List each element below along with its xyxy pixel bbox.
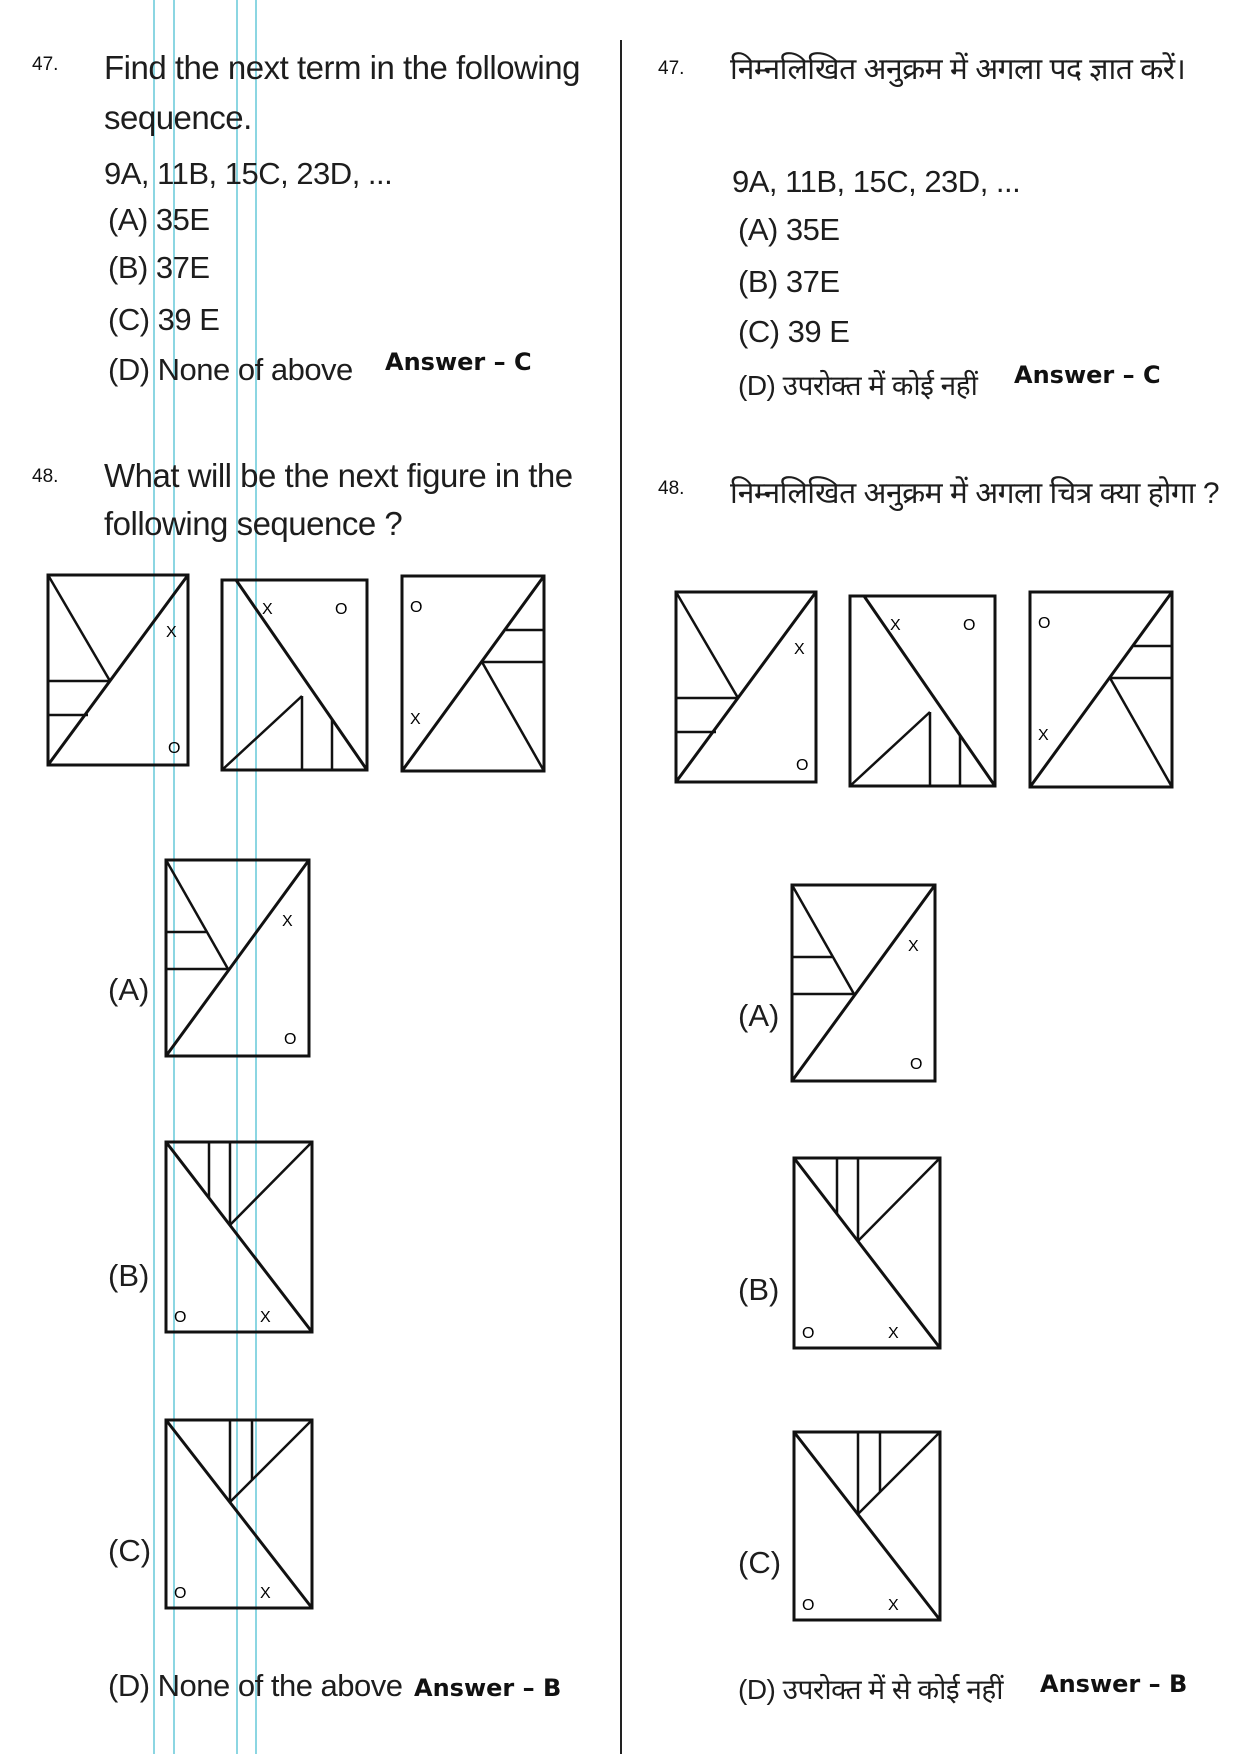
- answer-label: Answer – B: [414, 1674, 562, 1702]
- question-number: 48.: [658, 478, 685, 499]
- question-text: निम्नलिखित अनुक्रम में अगला पद ज्ञात करें।: [730, 53, 1186, 86]
- answer-label: Answer – C: [1014, 361, 1161, 389]
- option-d: (D) None of the above: [108, 1668, 403, 1703]
- option-b-label: (B): [738, 1272, 780, 1307]
- option-d: (D) None of above: [108, 352, 353, 387]
- option-c-figure: [794, 1432, 944, 1624]
- sequence-figure-3: [1030, 592, 1175, 790]
- question-text-line2: following sequence ?: [104, 505, 403, 542]
- option-a-label: (A): [108, 972, 150, 1007]
- question-text: निम्नलिखित अनुक्रम में अगला चित्र क्या होगा ?: [730, 477, 1220, 510]
- question-text-line1: Find the next term in the following: [104, 49, 580, 86]
- sequence-figure-1: [48, 575, 193, 770]
- option-d: (D) उपरोक्त में कोई नहीं: [738, 370, 978, 401]
- option-c-label: (C): [738, 1545, 782, 1580]
- question-text-line1: What will be the next figure in the: [104, 457, 573, 494]
- option-b-figure: [166, 1142, 316, 1336]
- question-number: 47.: [32, 54, 59, 75]
- option-c-label: (C): [108, 1533, 152, 1568]
- sequence-text: 9A, 11B, 15C, 23D, ...: [104, 156, 393, 191]
- option-b: (B) 37E: [738, 264, 840, 299]
- sequence-figure-1: [676, 592, 821, 787]
- sequence-figure-2: [222, 580, 370, 775]
- option-c-figure: [166, 1420, 316, 1612]
- option-a-label: (A): [738, 998, 780, 1033]
- option-b-figure: [794, 1158, 944, 1352]
- column-divider: [620, 40, 622, 1754]
- sequence-text: 9A, 11B, 15C, 23D, ...: [732, 164, 1021, 199]
- option-a: (A) 35E: [108, 202, 210, 237]
- option-b: (B) 37E: [108, 250, 210, 285]
- question-number: 47.: [658, 58, 685, 79]
- question-number: 48.: [32, 466, 59, 487]
- option-d: (D) उपरोक्त में से कोई नहीं: [738, 1674, 1004, 1705]
- option-a-figure: [792, 885, 938, 1085]
- option-c: (C) 39 E: [108, 302, 220, 337]
- sequence-figure-2: [850, 596, 998, 791]
- answer-label: Answer – C: [385, 348, 532, 376]
- option-a: (A) 35E: [738, 212, 840, 247]
- sequence-figure-3: [402, 576, 547, 774]
- option-c: (C) 39 E: [738, 314, 850, 349]
- option-b-label: (B): [108, 1258, 150, 1293]
- answer-label: Answer – B: [1040, 1670, 1188, 1698]
- question-text-line2: sequence.: [104, 99, 252, 136]
- option-a-figure: [166, 860, 312, 1060]
